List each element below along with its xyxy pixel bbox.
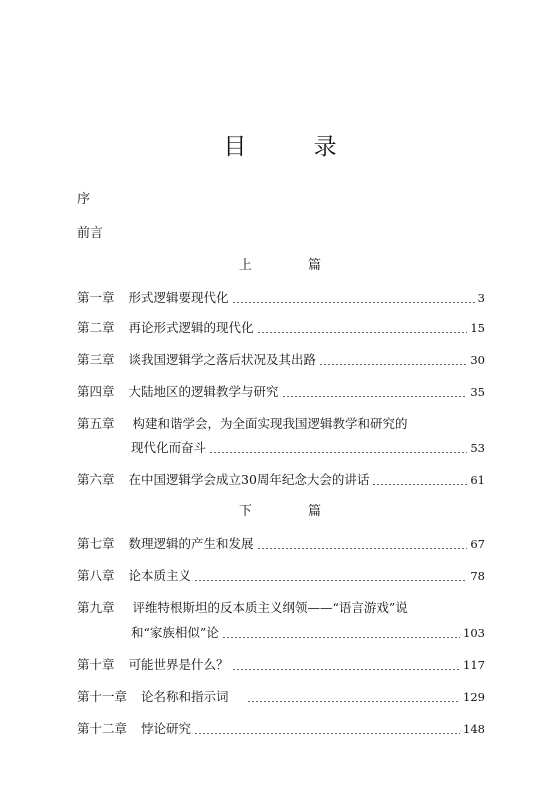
toc-preface: 序 [77, 192, 91, 207]
toc-entry [77, 320, 485, 336]
chapter-title: 可能世界是什么？ [128, 657, 229, 672]
chapter-number: 第九章 [77, 600, 115, 615]
part-heading-upper: 上 篇 [238, 258, 348, 273]
page-number: 30 [470, 353, 485, 367]
chapter-title: 悖论研究 [141, 721, 192, 736]
dot-leader [232, 302, 475, 303]
page-number: 117 [463, 658, 485, 672]
toc-entry [77, 721, 485, 737]
dot-leader [372, 484, 467, 485]
page-number: 78 [470, 569, 485, 583]
dot-leader [194, 580, 467, 581]
chapter-number: 第十一章 [77, 689, 128, 704]
chapter-number: 第十二章 [77, 721, 128, 736]
page-number: 148 [463, 722, 485, 736]
chapter-title-continued: 和“家族相似”论 [131, 625, 219, 640]
toc-entry-continuation [131, 440, 485, 456]
chapter-title: 数理逻辑的产生和发展 [128, 536, 254, 551]
chapter-title: 形式逻辑要现代化 [128, 290, 229, 305]
chapter-title: 谈我国逻辑学之落后状况及其出路 [128, 352, 317, 367]
dot-leader [222, 637, 460, 638]
page-number: 35 [470, 385, 485, 399]
toc-entry [77, 536, 485, 552]
part-heading-lower: 下 篇 [238, 504, 348, 519]
toc-foreword: 前言 [77, 226, 104, 241]
chapter-number: 第三章 [77, 352, 115, 367]
chapter-number: 第六章 [77, 472, 115, 487]
chapter-number: 第二章 [77, 320, 115, 335]
dot-leader [209, 452, 467, 453]
page-number: 15 [470, 321, 485, 335]
toc-entry-continuation [131, 625, 485, 641]
chapter-number: 第一章 [77, 290, 115, 305]
dot-leader [194, 733, 460, 734]
dot-leader [247, 701, 461, 702]
toc-entry-first-line [77, 416, 408, 432]
chapter-title: 构建和谐学会，为全面实现我国逻辑教学和研究的 [132, 416, 408, 431]
chapter-title: 再论形式逻辑的现代化 [128, 320, 254, 335]
toc-entry [77, 472, 485, 488]
dot-leader [282, 396, 468, 397]
page-number: 61 [470, 473, 485, 487]
page-number: 103 [463, 626, 485, 640]
dot-leader [319, 364, 467, 365]
chapter-title: 大陆地区的逻辑教学与研究 [128, 384, 279, 399]
chapter-title: 论本质主义 [128, 568, 192, 583]
toc-entry [77, 568, 485, 584]
page-number: 129 [463, 690, 485, 704]
toc-entry [77, 384, 485, 400]
chapter-number: 第八章 [77, 568, 115, 583]
chapter-number: 第七章 [77, 536, 115, 551]
page-title: 目 录 [223, 134, 367, 160]
chapter-title: 论名称和指示词 [141, 689, 229, 704]
toc-entry [77, 290, 485, 306]
chapter-number: 第五章 [77, 416, 115, 431]
dot-leader [257, 548, 468, 549]
page-number: 67 [470, 537, 485, 551]
toc-entry [77, 657, 485, 673]
page-number: 3 [477, 291, 485, 305]
chapter-number: 第十章 [77, 657, 115, 672]
chapter-title: 评维特根斯坦的反本质主义纲领——“语言游戏”说 [132, 600, 408, 615]
chapter-title: 在中国逻辑学会成立30周年纪念大会的讲话 [128, 472, 370, 487]
dot-leader [257, 332, 468, 333]
chapter-title-continued: 现代化而奋斗 [131, 440, 207, 455]
toc-entry [77, 352, 485, 368]
chapter-number: 第四章 [77, 384, 115, 399]
toc-entry-first-line [77, 600, 408, 616]
dot-leader [232, 669, 461, 670]
toc-entry [77, 689, 485, 705]
page-number: 53 [470, 441, 485, 455]
